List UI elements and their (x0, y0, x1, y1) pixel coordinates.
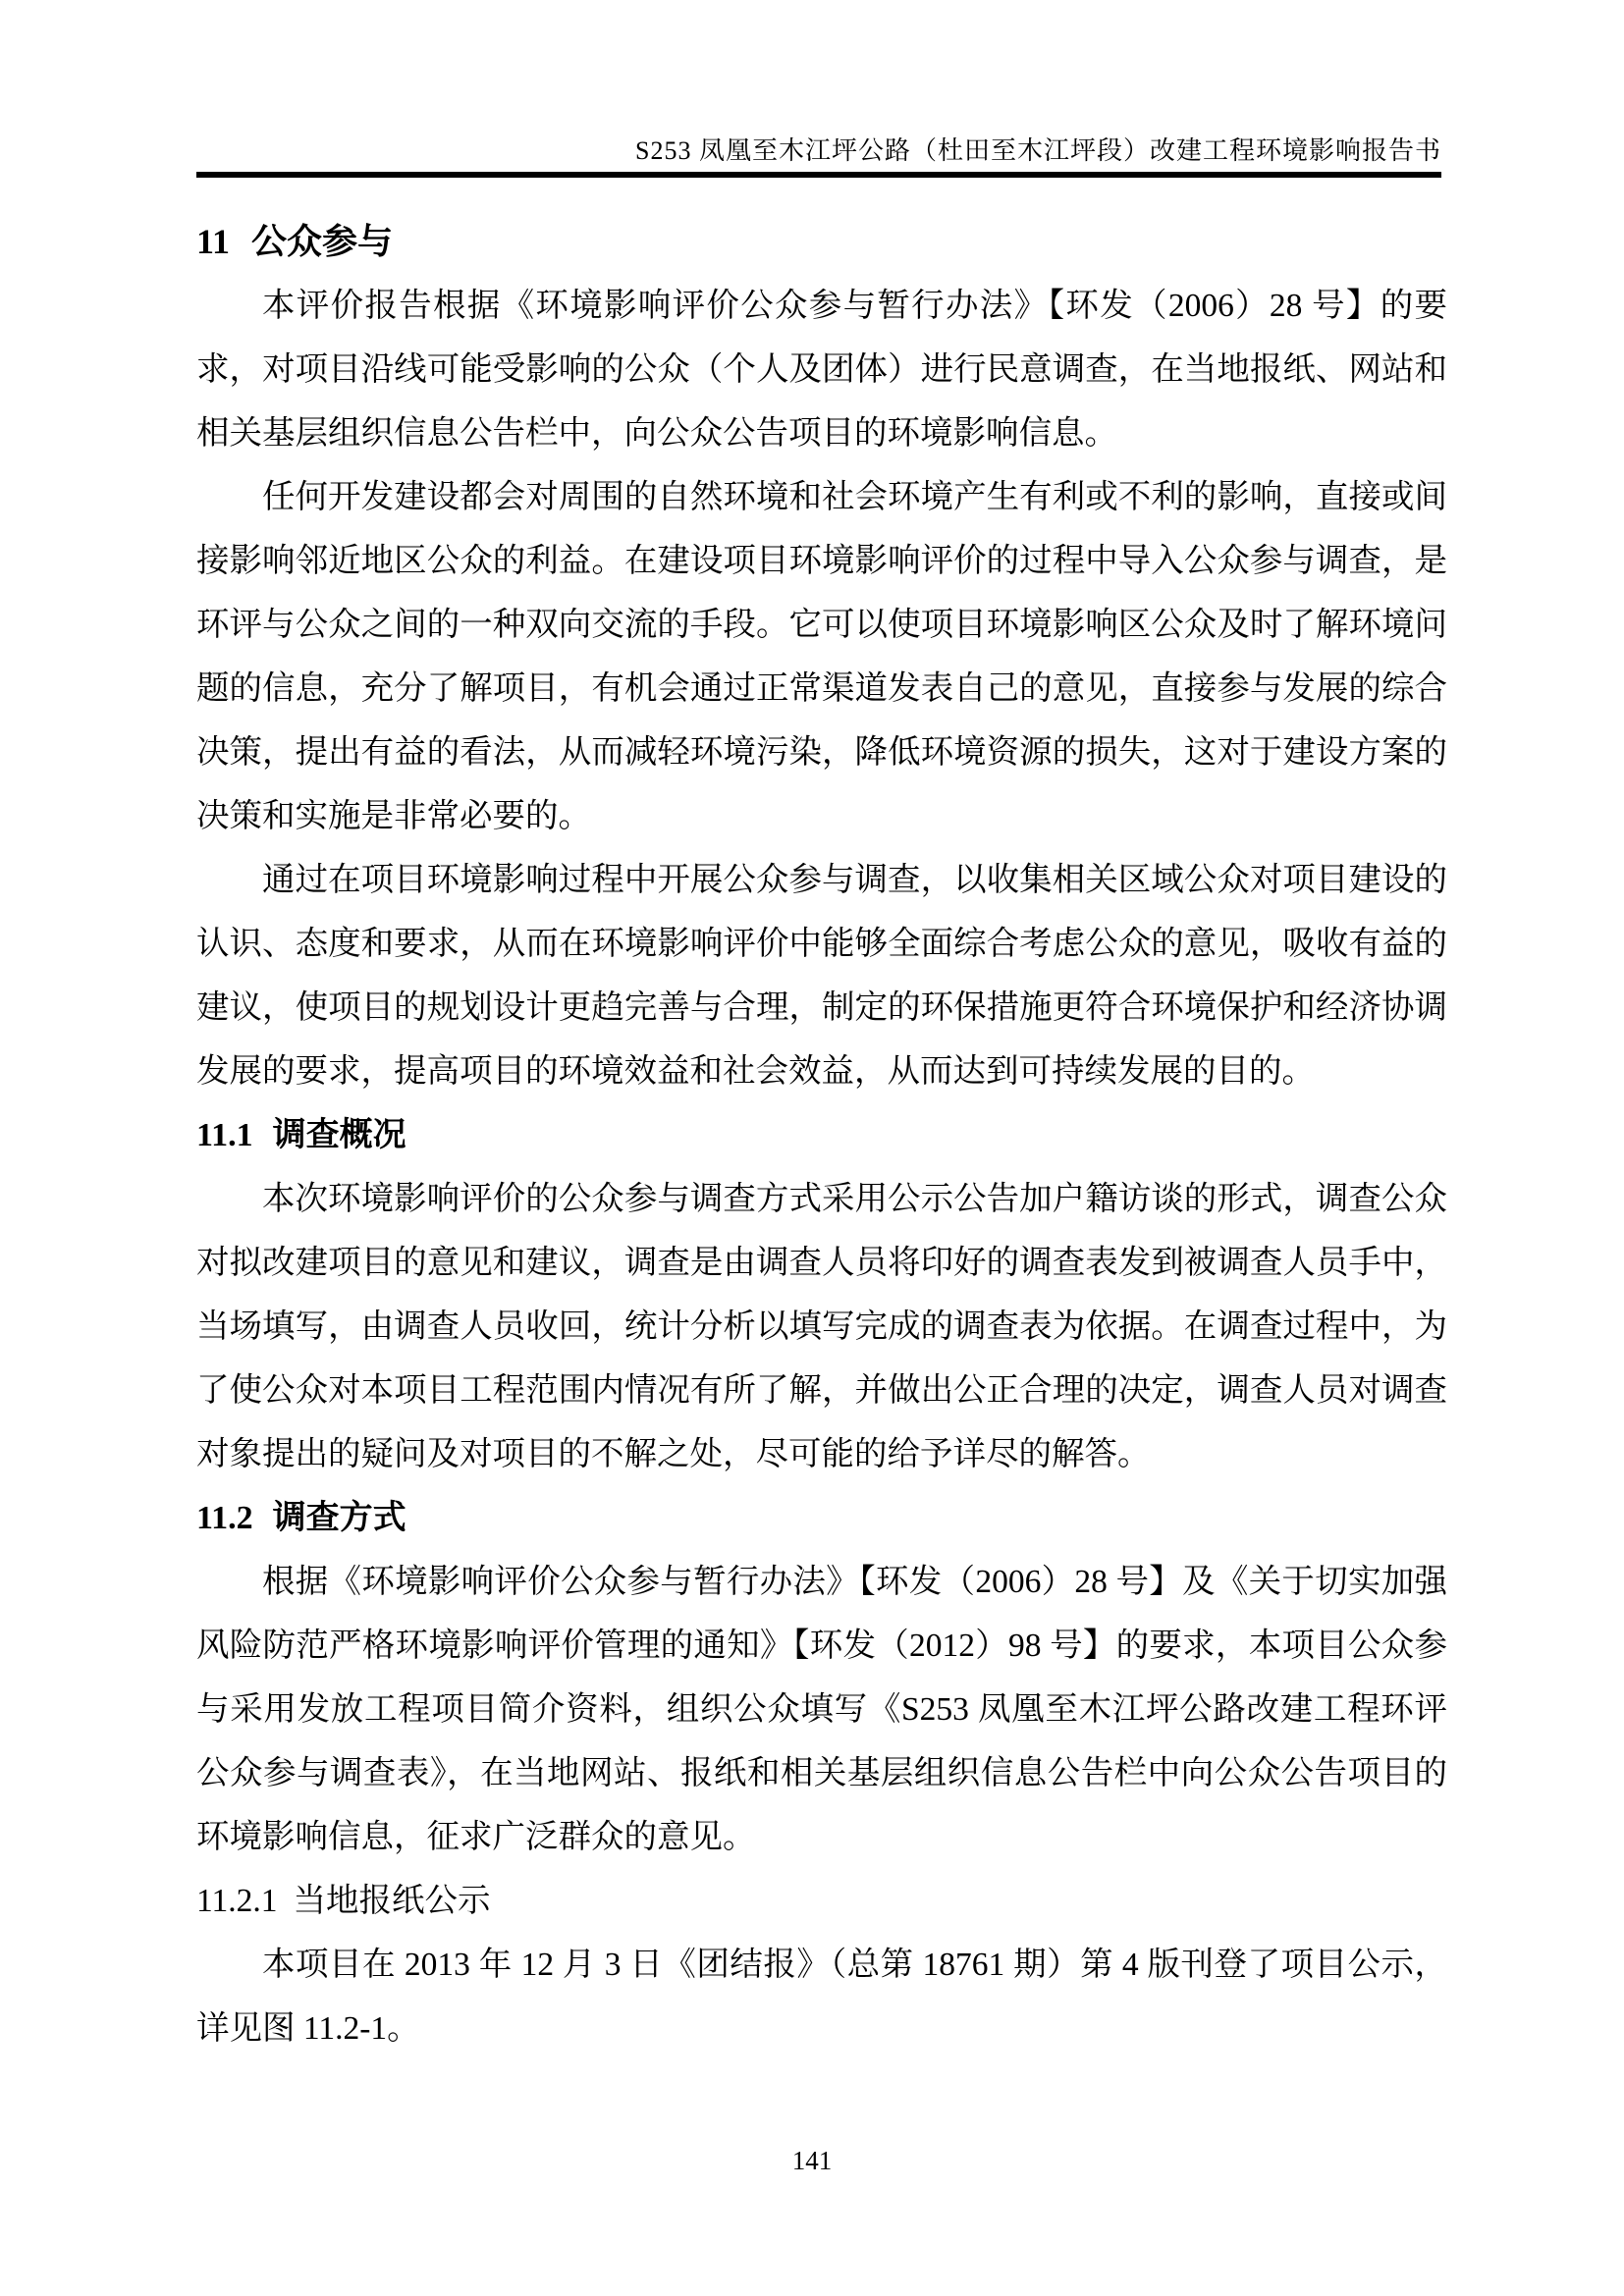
page-content (196, 209, 1447, 2060)
chapter-number: 11 (196, 222, 231, 261)
subsection-heading-11-2-1 (196, 1869, 1447, 1933)
section-11-1-paragraph-1: 本次环境影响评价的公众参与调查方式采用公示公告加户籍访谈的形式，调查公众对拟改建项目的意见和建议，调查是由调查人员将印好的调查表发到被调查人员手中，当场填写，由调查人员收回，统计分析以填写完成的调查表为依据。在调查过程中，为了使公众对本项目工程范围内情况有所了解，并做出公正合理的决定，调查人员对调查对象提出的疑问及对项目的不解之处，尽可能的给予详尽的解答。 (196, 1181, 1447, 1472)
chapter-paragraph-2: 任何开发建设都会对周围的自然环境和社会环境产生有利或不利的影响，直接或间接影响邻近地区公众的利益。在建设项目环境影响评价的过程中导入公众参与调查，是环评与公众之间的一种双向交流的手段。它可以使项目环境影响区公众及时了解环境问题的信息，充分了解项目，有机会通过正常渠道发表自己的意见，直接参与发展的综合决策，提出有益的看法，从而减轻环境污染，降低环境资源的损失，这对于建设方案的决策和实施是非常必要的。 (196, 479, 1447, 834)
chapter-title: 公众参与 (251, 221, 394, 261)
running-header: S253 凤凰至木江坪公路（杜田至木江坪段）改建工程环境影响报告书 (635, 136, 1441, 165)
chapter-paragraph-1: 本评价报告根据《环境影响评价公众参与暂行办法》【环发（2006）28 号】的要求，对项目沿线可能受影响的公众（个人及团体）进行民意调查，在当地报纸、网站和相关基层组织信息公告栏中，向公众公告项目的环境影响信息。 (196, 288, 1447, 452)
subsection-11-2-1-title: 当地报纸公示 (293, 1883, 491, 1919)
chapter-paragraph-3: 通过在项目环境影响过程中开展公众参与调查，以收集相关区域公众对项目建设的认识、态度和要求，从而在环境影响评价中能够全面综合考虑公众的意见，吸收有益的建议，使项目的规划设计更趋完善与合理，制定的环保措施更符合环境保护和经济协调发展的要求，提高项目的环境效益和社会效益，从而达到可持续发展的目的。 (196, 862, 1447, 1090)
header-rule (196, 172, 1441, 178)
subsection-11-2-1-paragraph-1: 本项目在 2013 年 12 月 3 日《团结报》（总第 18761 期）第 4 版刊登了项目公示，详见图 11.2-1。 (196, 1947, 1447, 2047)
section-heading-11-1 (196, 1103, 1447, 1167)
section-11-1-title: 调查概况 (272, 1116, 406, 1153)
chapter-heading (196, 209, 1447, 274)
section-11-2-paragraph-1: 根据《环境影响评价公众参与暂行办法》【环发（2006）28 号】及《关于切实加强风险防范严格环境影响评价管理的通知》【环发（2012）98 号】的要求，本项目公众参与采用发放工程项目简介资料，组织公众填写《S253 凤凰至木江坪公路改建工程环评公众参与调查表》，在当地网站、报纸和相关基层组织信息公告栏中向公众公告项目的环境影响信息，征求广泛群众的意见。 (196, 1564, 1447, 1855)
section-11-2-title: 调查方式 (272, 1499, 406, 1536)
section-heading-11-2 (196, 1486, 1447, 1550)
section-11-2-number: 11.2 (196, 1500, 253, 1536)
page-number: 141 (791, 2146, 833, 2175)
section-11-1-number: 11.1 (196, 1117, 253, 1153)
subsection-11-2-1-number: 11.2.1 (196, 1883, 278, 1919)
